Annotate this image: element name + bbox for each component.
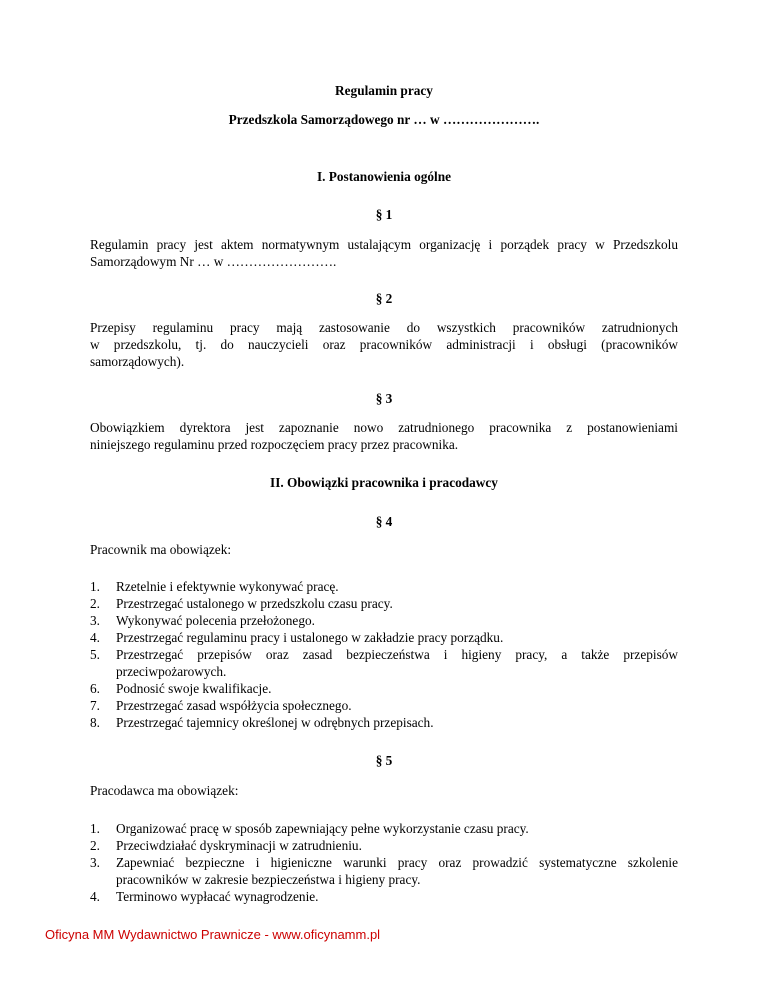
section-heading-2: II. Obowiązki pracownika i pracodawcy [270,475,498,490]
document-title: Regulamin pracy [335,83,433,98]
list-item: 8. Przestrzegać tajemnicy określonej w odrębnych przepisach. [90,715,434,730]
paragraph-mark-2: § 2 [375,291,393,306]
list-item: 5. Przestrzegać przepisów oraz zasad bezpieczeństwa i higieny pracy, a także przepisów przeciwpożarowych. [90,647,678,679]
section-heading-1: I. Postanowienia ogólne [316,169,452,184]
list-item: 6. Podnosić swoje kwalifikacje. [90,681,272,696]
publisher-footer: Oficyna MM Wydawnictwo Prawnicze - www.oficynamm.pl [45,927,381,942]
employee-duties-list [90,578,678,731]
list-item: 7. Przestrzegać zasad współżycia społecznego. [90,698,352,713]
list-item: 3. Wykonywać polecenia przełożonego. [90,613,315,628]
paragraph-1-line-2: Samorządowym Nr … w ……………………. [90,254,337,269]
paragraph-mark-4: § 4 [375,514,393,529]
list-item: 2. Przestrzegać ustalonego w przedszkolu czasu pracy. [90,596,393,611]
paragraph-5-intro: Pracodawca ma obowiązek: [90,783,239,798]
paragraph-3-line-1: Obowiązkiem dyrektora jest zapoznanie nowo zatrudnionego pracownika z postanowieniami [90,420,678,435]
list-item: 3. Zapewniać bezpieczne i higieniczne warunki pracy oraz prowadzić systematyczne szkolenie pracowników w zakresie bezpieczeństwa i higieny pracy. [90,855,678,887]
employer-duties-list [90,820,678,905]
paragraph-4-intro: Pracownik ma obowiązek: [90,542,232,557]
list-item: 1. Organizować pracę w sposób zapewniający pełne wykorzystanie czasu pracy. [90,821,529,836]
list-item: 4. Terminowo wypłacać wynagrodzenie. [90,889,319,904]
list-item: 4. Przestrzegać regulaminu pracy i ustalonego w zakładzie pracy porządku. [90,630,504,645]
list-item: 2. Przeciwdziałać dyskryminacji w zatrudnieniu. [90,838,362,853]
document-subtitle: Przedszkola Samorządowego nr … w …………………. [228,112,540,127]
paragraph-mark-1: § 1 [375,207,393,222]
paragraph-1-line-1: Regulamin pracy jest aktem normatywnym ustalającym organizację i porządek pracy w Przedszkolu [90,237,678,252]
list-item: 1. Rzetelnie i efektywnie wykonywać pracę. [90,579,339,594]
paragraph-mark-5: § 5 [375,753,393,768]
paragraph-2-line-3: samorządowych). [90,354,185,369]
paragraph-2-line-1: Przepisy regulaminu pracy mają zastosowanie do wszystkich pracowników zatrudnionych [90,320,678,335]
paragraph-3-line-2: niniejszego regulaminu przed rozpoczęciem pracy przez pracownika. [90,437,459,452]
document-page [90,0,678,994]
paragraph-2-line-2: w przedszkolu, tj. do nauczycieli oraz pracowników administracji i obsługi (pracowników [90,337,678,352]
paragraph-mark-3: § 3 [375,391,393,406]
